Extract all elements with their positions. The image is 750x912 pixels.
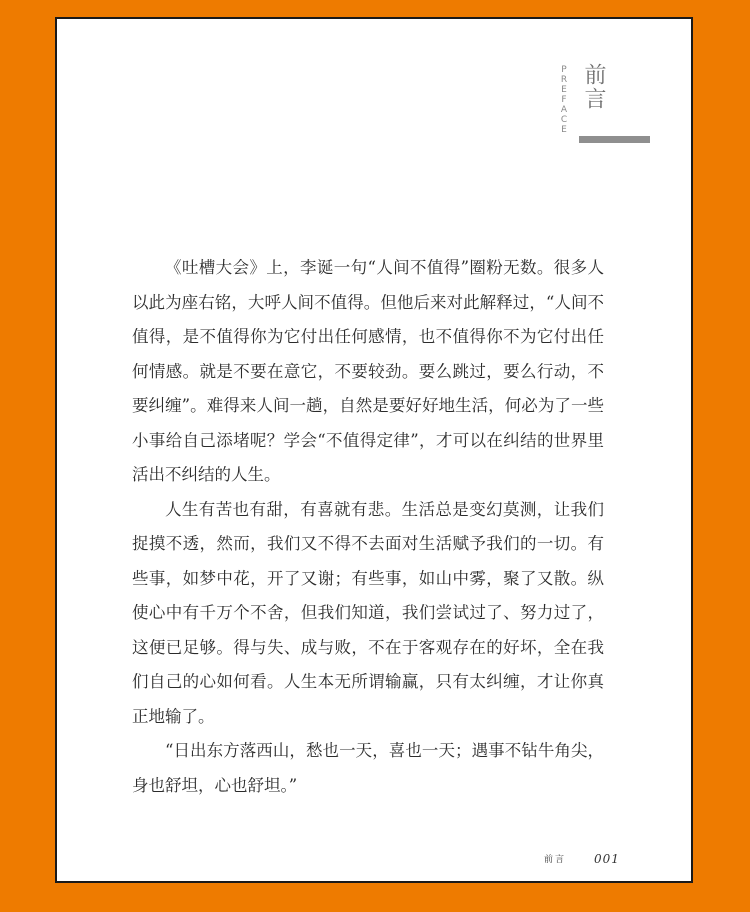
preface-body (132, 251, 604, 803)
book-page (55, 17, 693, 883)
paragraph-2: 人生有苦也有甜，有喜就有悲。生活总是变幻莫测，让我们捉摸不透，然而，我们又不得不去面对生活赋予我们的一切。有些事，如梦中花，开了又谢；有些事，如山中雾，聚了又散。纵使心中有千万个不舍，但我们知道，我们尝试过了、努力过了，这便已足够。得与失、成与败，不在于客观存在的好坏，全在我们自己的心如何看。人生本无所谓输赢，只有太纠缠，才让你真正地输了。 (132, 499, 604, 726)
header-title-chinese: 前言 (581, 63, 606, 111)
paragraph-1: 《吐槽大会》上，李诞一句“人间不值得”圈粉无数。很多人以此为座右铭，大呼人间不值得。但他后来对此解释过，“人间不值得，是不值得你为它付出任何感情，也不值得你不为它付出任何情感。就是不要在意它，不要较劲。要么跳过，要么行动，不要纠缠”。难得来人间一趟，自然是要好好地生活，何必为了一些小事给自己添堵呢？学会“不值得定律”，才可以在纠结的世界里活出不纠结的人生。 (132, 258, 604, 484)
footer-section-label: 前言 (544, 855, 567, 865)
header-accent-bar (579, 136, 650, 143)
footer-page-number: 001 (594, 852, 620, 866)
header-title-english: PREFACE (559, 65, 569, 135)
paragraph-3: “日出东方落西山，愁也一天，喜也一天；遇事不钻牛角尖，身也舒坦，心也舒坦。” (132, 741, 604, 795)
